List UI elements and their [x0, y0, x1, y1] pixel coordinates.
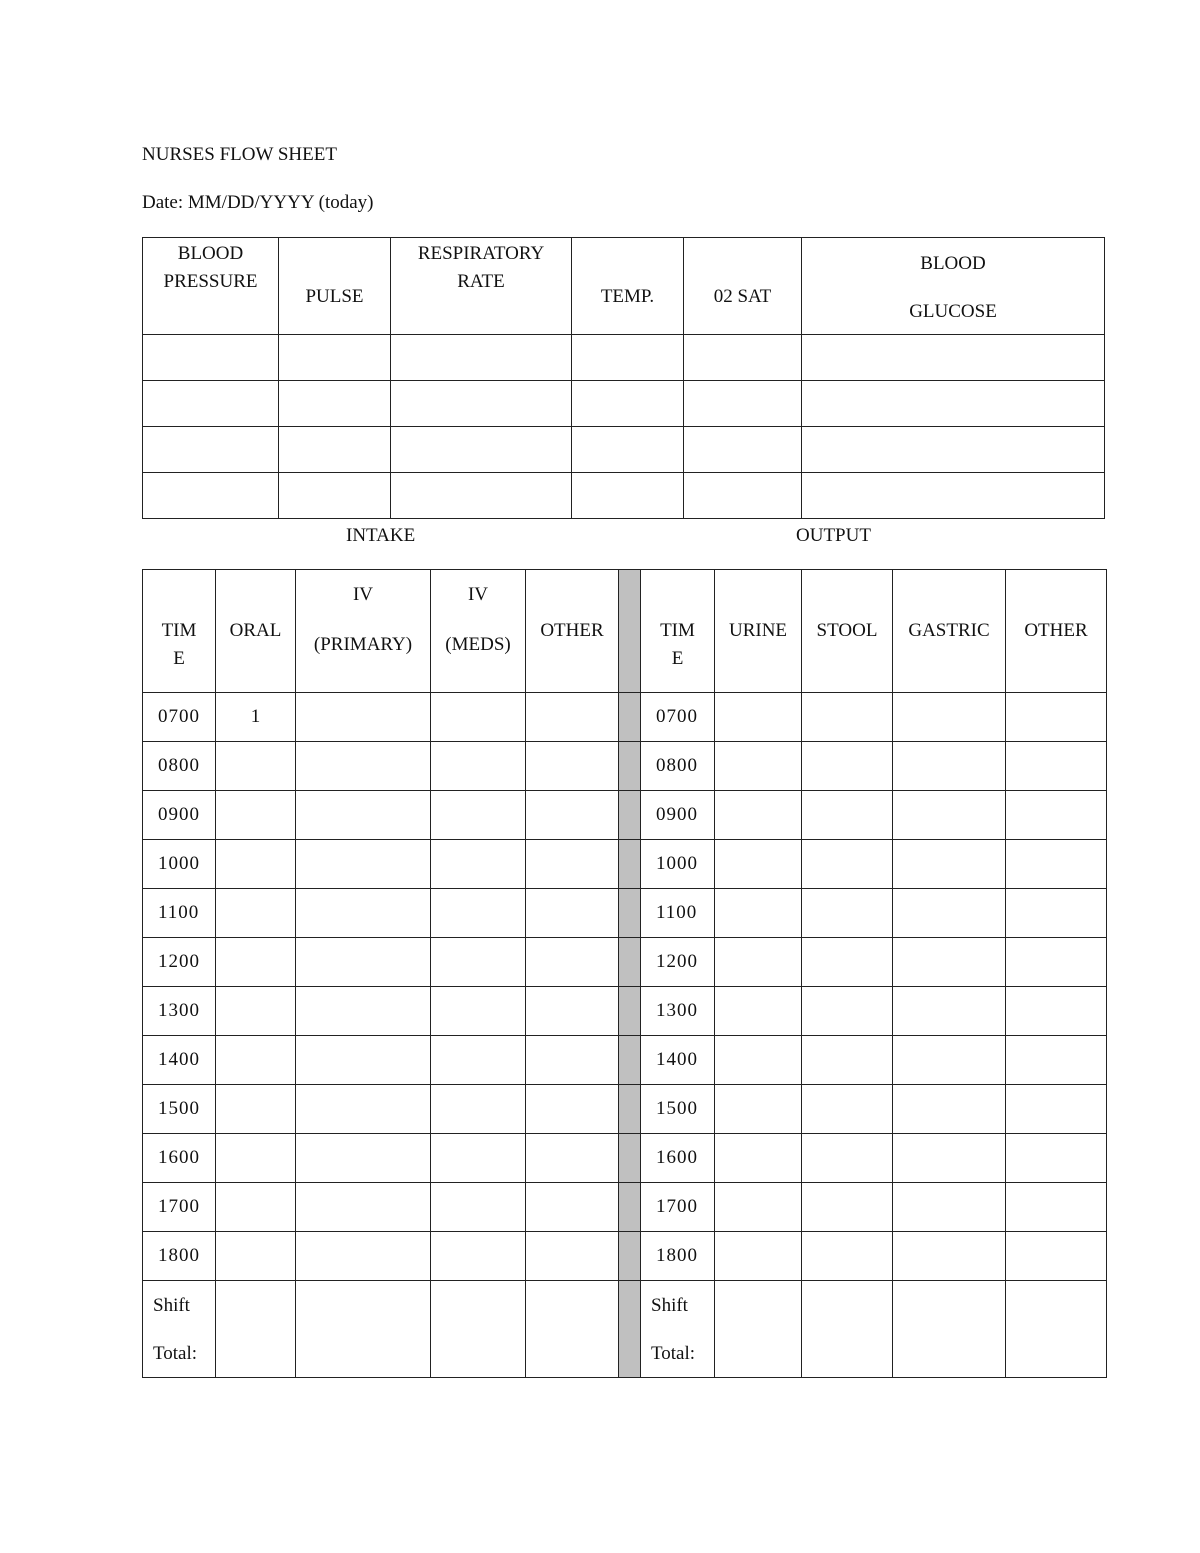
- pulse-header-text: PULSE: [305, 286, 364, 307]
- intake-time-cell: [143, 889, 216, 938]
- blood-pressure-header-line1: BLOOD: [177, 243, 244, 264]
- output-shift-label: Shift: [651, 1295, 688, 1316]
- stool-cell[interactable]: [802, 693, 893, 742]
- iv-primary-cell[interactable]: [296, 1036, 431, 1085]
- intake-time-cell: [143, 742, 216, 791]
- output-other-cell[interactable]: [1006, 742, 1107, 791]
- intake-time-cell: [143, 693, 216, 742]
- vitals-table: [142, 237, 1105, 519]
- gastric-header-text: GASTRIC: [908, 620, 990, 641]
- output-time-cell: [641, 840, 715, 889]
- time-row: [143, 987, 1107, 1036]
- output-time-value: 1500: [656, 1098, 698, 1119]
- intake-time-cell: [143, 938, 216, 987]
- output-time-cell: [641, 938, 715, 987]
- intake-time-cell: [143, 1036, 216, 1085]
- urine-cell[interactable]: [715, 1036, 802, 1085]
- output-time-cell: [641, 1183, 715, 1232]
- gastric-cell[interactable]: [893, 840, 1006, 889]
- date-line: Date: MM/DD/YYYY (today): [142, 192, 374, 213]
- iv-meds-cell[interactable]: [431, 693, 526, 742]
- gastric-cell[interactable]: [893, 1036, 1006, 1085]
- intake-time-cell: [143, 1134, 216, 1183]
- intake-other-cell[interactable]: [526, 889, 619, 938]
- blood-glucose-cell[interactable]: [802, 381, 1105, 427]
- intake-output-divider: [619, 570, 641, 693]
- oral-cell[interactable]: [216, 1036, 296, 1085]
- oral-total-cell[interactable]: [216, 1281, 296, 1378]
- oral-cell[interactable]: [216, 938, 296, 987]
- intake-other-header-text: OTHER: [540, 620, 604, 641]
- output-time-value: 1400: [656, 1049, 698, 1070]
- pulse-header: [279, 238, 391, 335]
- iv-primary-cell[interactable]: [296, 1232, 431, 1281]
- iv-primary-total-cell[interactable]: [296, 1281, 431, 1378]
- output-other-cell[interactable]: [1006, 1085, 1107, 1134]
- intake-time-value: 1300: [158, 1000, 200, 1021]
- iv-meds-header-line2: (MEDS): [445, 634, 511, 655]
- blood-pressure-cell[interactable]: [143, 427, 279, 473]
- intake-time-value: 0800: [158, 755, 200, 776]
- intake-total-label: Total:: [153, 1343, 198, 1364]
- urine-cell[interactable]: [715, 987, 802, 1036]
- intake-time-value: 0900: [158, 804, 200, 825]
- output-other-cell[interactable]: [1006, 693, 1107, 742]
- oral-cell[interactable]: [216, 742, 296, 791]
- vitals-row: [143, 381, 1105, 427]
- respiratory-rate-header-line1: RESPIRATORY: [417, 243, 545, 264]
- intake-shift-total-label: [143, 1281, 216, 1378]
- time-row: [143, 889, 1107, 938]
- vitals-row: [143, 473, 1105, 519]
- stool-header: [802, 570, 893, 693]
- output-time-header: [641, 570, 715, 693]
- gastric-cell[interactable]: [893, 938, 1006, 987]
- intake-time-cell: [143, 1183, 216, 1232]
- intake-output-divider: [619, 1036, 641, 1085]
- urine-cell[interactable]: [715, 1232, 802, 1281]
- time-row: [143, 693, 1107, 742]
- iv-primary-cell[interactable]: [296, 889, 431, 938]
- pulse-cell[interactable]: [279, 381, 391, 427]
- o2-sat-cell[interactable]: [684, 335, 802, 381]
- output-other-cell[interactable]: [1006, 1232, 1107, 1281]
- pulse-cell[interactable]: [279, 427, 391, 473]
- output-time-header-line2: E: [671, 648, 684, 669]
- time-row: [143, 1134, 1107, 1183]
- oral-header-text: ORAL: [229, 620, 282, 641]
- intake-time-cell: [143, 840, 216, 889]
- page-title: NURSES FLOW SHEET: [142, 144, 337, 165]
- intake-time-value: 1200: [158, 951, 200, 972]
- temp-cell[interactable]: [572, 427, 684, 473]
- output-time-cell: [641, 987, 715, 1036]
- respiratory-rate-header: [391, 238, 572, 335]
- urine-cell[interactable]: [715, 840, 802, 889]
- blood-glucose-cell[interactable]: [802, 427, 1105, 473]
- vitals-row: [143, 427, 1105, 473]
- output-time-cell: [641, 1036, 715, 1085]
- output-time-cell: [641, 1085, 715, 1134]
- stool-cell[interactable]: [802, 889, 893, 938]
- output-time-cell: [641, 1134, 715, 1183]
- gastric-cell[interactable]: [893, 693, 1006, 742]
- oral-cell[interactable]: [216, 1134, 296, 1183]
- urine-cell[interactable]: [715, 693, 802, 742]
- blood-pressure-cell[interactable]: [143, 335, 279, 381]
- intake-time-value: 1800: [158, 1245, 200, 1266]
- intake-time-value: 1400: [158, 1049, 200, 1070]
- iv-primary-cell[interactable]: [296, 987, 431, 1036]
- output-time-cell: [641, 1232, 715, 1281]
- time-row: [143, 840, 1107, 889]
- o2-sat-cell[interactable]: [684, 427, 802, 473]
- output-time-cell: [641, 889, 715, 938]
- intake-output-divider: [619, 693, 641, 742]
- gastric-cell[interactable]: [893, 1232, 1006, 1281]
- o2-sat-cell[interactable]: [684, 381, 802, 427]
- urine-cell[interactable]: [715, 1134, 802, 1183]
- intake-other-cell[interactable]: [526, 987, 619, 1036]
- urine-total-cell[interactable]: [715, 1281, 802, 1378]
- iv-primary-cell[interactable]: [296, 1134, 431, 1183]
- vitals-row: [143, 335, 1105, 381]
- respiratory-rate-header-line2: RATE: [457, 271, 505, 292]
- intake-other-total-cell[interactable]: [526, 1281, 619, 1378]
- output-other-total-cell[interactable]: [1006, 1281, 1107, 1378]
- output-time-value: 1600: [656, 1147, 698, 1168]
- intake-output-table: [142, 569, 1107, 1378]
- time-row: [143, 1183, 1107, 1232]
- intake-other-header: [526, 570, 619, 693]
- intake-section-label: INTAKE: [346, 525, 416, 546]
- gastric-cell[interactable]: [893, 1183, 1006, 1232]
- intake-other-cell[interactable]: [526, 742, 619, 791]
- output-other-cell[interactable]: [1006, 840, 1107, 889]
- intake-shift-label: Shift: [153, 1295, 190, 1316]
- output-other-cell[interactable]: [1006, 791, 1107, 840]
- intake-output-divider: [619, 1183, 641, 1232]
- output-time-value: 1000: [656, 853, 698, 874]
- time-row: [143, 791, 1107, 840]
- iv-meds-cell[interactable]: [431, 889, 526, 938]
- intake-output-divider: [619, 791, 641, 840]
- output-time-cell: [641, 693, 715, 742]
- intake-time-value: 1100: [158, 902, 200, 923]
- output-time-value: 0900: [656, 804, 698, 825]
- time-row: [143, 742, 1107, 791]
- vitals-header-row: [143, 238, 1105, 335]
- iv-primary-cell[interactable]: [296, 742, 431, 791]
- iv-primary-cell[interactable]: [296, 791, 431, 840]
- output-other-cell[interactable]: [1006, 987, 1107, 1036]
- output-time-value: 1100: [656, 902, 698, 923]
- intake-other-cell[interactable]: [526, 938, 619, 987]
- output-other-cell[interactable]: [1006, 1183, 1107, 1232]
- intake-time-value: 0700: [158, 706, 200, 727]
- oral-cell[interactable]: [216, 987, 296, 1036]
- respiratory-rate-cell[interactable]: [391, 335, 572, 381]
- blood-glucose-cell[interactable]: [802, 473, 1105, 519]
- time-row: [143, 938, 1107, 987]
- iv-primary-cell[interactable]: [296, 693, 431, 742]
- urine-cell[interactable]: [715, 1183, 802, 1232]
- stool-total-cell[interactable]: [802, 1281, 893, 1378]
- intake-output-divider: [619, 889, 641, 938]
- stool-cell[interactable]: [802, 1134, 893, 1183]
- intake-time-value: 1600: [158, 1147, 200, 1168]
- blood-pressure-header-line2: PRESSURE: [163, 271, 258, 292]
- output-shift-total-label: [641, 1281, 715, 1378]
- iv-primary-cell[interactable]: [296, 1085, 431, 1134]
- iv-meds-cell[interactable]: [431, 987, 526, 1036]
- oral-cell[interactable]: [216, 1085, 296, 1134]
- temp-cell[interactable]: [572, 473, 684, 519]
- oral-header: [216, 570, 296, 693]
- stool-cell[interactable]: [802, 1183, 893, 1232]
- respiratory-rate-cell[interactable]: [391, 427, 572, 473]
- gastric-cell[interactable]: [893, 987, 1006, 1036]
- blood-glucose-header: [802, 238, 1105, 335]
- intake-other-cell[interactable]: [526, 1183, 619, 1232]
- oral-cell[interactable]: [216, 693, 296, 742]
- intake-time-value: 1500: [158, 1098, 200, 1119]
- intake-time-value: 1700: [158, 1196, 200, 1217]
- iv-meds-header: [431, 570, 526, 693]
- intake-other-cell[interactable]: [526, 1134, 619, 1183]
- intake-other-cell[interactable]: [526, 1036, 619, 1085]
- iv-meds-cell[interactable]: [431, 1036, 526, 1085]
- gastric-total-cell[interactable]: [893, 1281, 1006, 1378]
- iv-meds-cell[interactable]: [431, 1183, 526, 1232]
- temp-header: [572, 238, 684, 335]
- intake-other-cell[interactable]: [526, 1232, 619, 1281]
- intake-output-divider: [619, 987, 641, 1036]
- respiratory-rate-cell[interactable]: [391, 473, 572, 519]
- gastric-cell[interactable]: [893, 1085, 1006, 1134]
- blood-glucose-header-line1: BLOOD: [920, 253, 986, 274]
- iv-meds-header-line1: IV: [467, 584, 489, 605]
- o2-sat-header-text: 02 SAT: [713, 286, 772, 307]
- blood-pressure-header: [143, 238, 279, 335]
- pulse-cell[interactable]: [279, 335, 391, 381]
- oral-cell[interactable]: [216, 889, 296, 938]
- intake-output-divider: [619, 742, 641, 791]
- stool-cell[interactable]: [802, 1085, 893, 1134]
- output-other-header-text: OTHER: [1024, 620, 1088, 641]
- iv-meds-cell[interactable]: [431, 1085, 526, 1134]
- blood-glucose-header-line2: GLUCOSE: [909, 301, 997, 322]
- respiratory-rate-cell[interactable]: [391, 381, 572, 427]
- iv-primary-header: [296, 570, 431, 693]
- iv-primary-header-line1: IV: [352, 584, 374, 605]
- temp-cell[interactable]: [572, 335, 684, 381]
- intake-time-cell: [143, 1085, 216, 1134]
- iv-primary-header-line2: (PRIMARY): [313, 634, 413, 655]
- o2-sat-cell[interactable]: [684, 473, 802, 519]
- output-time-value: 0800: [656, 755, 698, 776]
- intake-other-cell[interactable]: [526, 840, 619, 889]
- stool-header-text: STOOL: [816, 620, 878, 641]
- output-total-label: Total:: [651, 1343, 696, 1364]
- iv-meds-cell[interactable]: [431, 791, 526, 840]
- output-other-cell[interactable]: [1006, 889, 1107, 938]
- stool-cell[interactable]: [802, 938, 893, 987]
- output-other-cell[interactable]: [1006, 1036, 1107, 1085]
- urine-header: [715, 570, 802, 693]
- oral-cell[interactable]: [216, 1183, 296, 1232]
- gastric-cell[interactable]: [893, 889, 1006, 938]
- iv-meds-cell[interactable]: [431, 840, 526, 889]
- urine-cell[interactable]: [715, 1085, 802, 1134]
- intake-output-divider: [619, 1085, 641, 1134]
- output-time-cell: [641, 742, 715, 791]
- intake-output-divider: [619, 1281, 641, 1378]
- urine-cell[interactable]: [715, 938, 802, 987]
- temp-header-text: TEMP.: [600, 286, 655, 307]
- output-other-cell[interactable]: [1006, 938, 1107, 987]
- gastric-cell[interactable]: [893, 742, 1006, 791]
- oral-value: 1: [250, 706, 261, 727]
- urine-cell[interactable]: [715, 742, 802, 791]
- intake-output-divider: [619, 938, 641, 987]
- intake-time-cell: [143, 987, 216, 1036]
- intake-other-cell[interactable]: [526, 1085, 619, 1134]
- shift-total-row: [143, 1281, 1107, 1378]
- output-time-value: 0700: [656, 706, 698, 727]
- blood-pressure-cell[interactable]: [143, 473, 279, 519]
- intake-time-header-line2: E: [173, 648, 185, 669]
- stool-cell[interactable]: [802, 840, 893, 889]
- oral-cell[interactable]: [216, 840, 296, 889]
- blood-pressure-cell[interactable]: [143, 381, 279, 427]
- output-time-value: 1200: [656, 951, 698, 972]
- intake-time-value: 1000: [158, 853, 200, 874]
- stool-cell[interactable]: [802, 1036, 893, 1085]
- urine-cell[interactable]: [715, 791, 802, 840]
- stool-cell[interactable]: [802, 742, 893, 791]
- urine-cell[interactable]: [715, 889, 802, 938]
- intake-time-header: [143, 570, 216, 693]
- iv-meds-total-cell[interactable]: [431, 1281, 526, 1378]
- output-time-value: 1300: [656, 1000, 698, 1021]
- temp-cell[interactable]: [572, 381, 684, 427]
- time-row: [143, 1036, 1107, 1085]
- intake-other-cell[interactable]: [526, 791, 619, 840]
- intake-output-divider: [619, 840, 641, 889]
- gastric-cell[interactable]: [893, 1134, 1006, 1183]
- iv-primary-cell[interactable]: [296, 938, 431, 987]
- intake-time-header-line1: TIM: [161, 620, 197, 641]
- blood-glucose-cell[interactable]: [802, 335, 1105, 381]
- stool-cell[interactable]: [802, 1232, 893, 1281]
- intake-output-divider: [619, 1232, 641, 1281]
- iv-meds-cell[interactable]: [431, 1232, 526, 1281]
- stool-cell[interactable]: [802, 987, 893, 1036]
- oral-cell[interactable]: [216, 791, 296, 840]
- stool-cell[interactable]: [802, 791, 893, 840]
- iv-meds-cell[interactable]: [431, 938, 526, 987]
- intake-time-cell: [143, 1232, 216, 1281]
- o2-sat-header: [684, 238, 802, 335]
- output-time-cell: [641, 791, 715, 840]
- intake-output-divider: [619, 1134, 641, 1183]
- iv-primary-cell[interactable]: [296, 840, 431, 889]
- output-time-header-line1: TIM: [660, 620, 695, 641]
- iv-meds-cell[interactable]: [431, 742, 526, 791]
- output-time-value: 1800: [656, 1245, 698, 1266]
- gastric-header: [893, 570, 1006, 693]
- io-header-row: [143, 570, 1107, 693]
- pulse-cell[interactable]: [279, 473, 391, 519]
- iv-meds-cell[interactable]: [431, 1134, 526, 1183]
- time-row: [143, 1085, 1107, 1134]
- intake-other-cell[interactable]: [526, 693, 619, 742]
- output-section-label: OUTPUT: [796, 525, 871, 546]
- output-other-cell[interactable]: [1006, 1134, 1107, 1183]
- urine-header-text: URINE: [728, 620, 788, 641]
- iv-primary-cell[interactable]: [296, 1183, 431, 1232]
- output-time-value: 1700: [656, 1196, 698, 1217]
- time-row: [143, 1232, 1107, 1281]
- gastric-cell[interactable]: [893, 791, 1006, 840]
- oral-cell[interactable]: [216, 1232, 296, 1281]
- intake-time-cell: [143, 791, 216, 840]
- output-other-header: [1006, 570, 1107, 693]
